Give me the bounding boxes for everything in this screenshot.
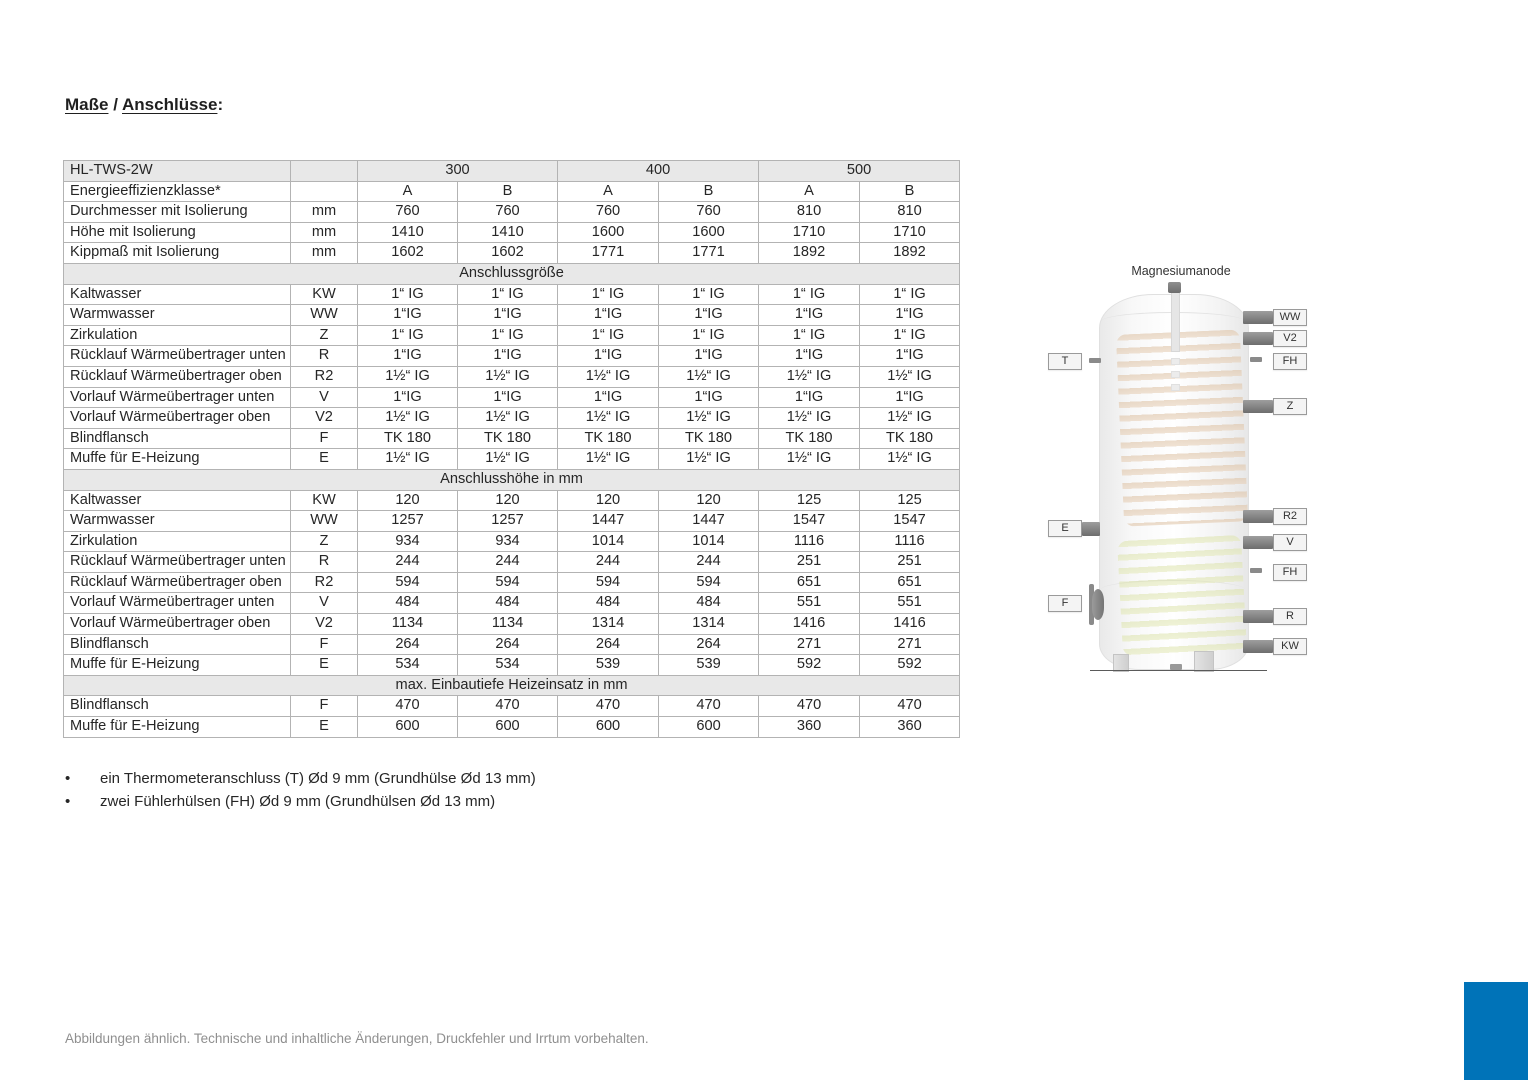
row-label-cell: Kaltwasser	[64, 490, 291, 511]
tag-v2: V2	[1273, 330, 1307, 347]
row-value-cell: 934	[358, 531, 458, 552]
row-value-cell: 1½“ IG	[860, 366, 960, 387]
empty-unit-cell	[291, 181, 358, 202]
tag-fh-upper: FH	[1273, 353, 1307, 370]
class-value-cell: A	[759, 181, 860, 202]
row-value-cell: 760	[659, 202, 759, 223]
row-value-cell: 592	[860, 655, 960, 676]
fh-upper-connection-stub	[1250, 357, 1262, 362]
row-value-cell: 1½“ IG	[558, 449, 659, 470]
row-label-cell: Warmwasser	[64, 511, 291, 532]
row-code-cell: E	[291, 449, 358, 470]
row-code-cell: E	[291, 717, 358, 738]
row-value-cell: 534	[358, 655, 458, 676]
class-value-cell: A	[558, 181, 659, 202]
row-code-cell: mm	[291, 202, 358, 223]
notes-list	[65, 770, 536, 816]
list-item	[65, 770, 536, 787]
row-code-cell: V	[291, 387, 358, 408]
row-value-cell: TK 180	[860, 428, 960, 449]
row-value-cell: 1014	[558, 531, 659, 552]
lower-heat-exchanger-coil	[1117, 535, 1247, 656]
row-label-cell: Durchmesser mit Isolierung	[64, 202, 291, 223]
row-value-cell: 1“IG	[659, 346, 759, 367]
table-row	[64, 243, 960, 264]
row-value-cell: 244	[358, 552, 458, 573]
row-value-cell: 1600	[659, 222, 759, 243]
row-value-cell: 470	[558, 696, 659, 717]
row-value-cell: 1416	[860, 614, 960, 635]
row-label-cell: Rücklauf Wärmeübertrager unten	[64, 552, 291, 573]
row-value-cell: 1½“ IG	[558, 366, 659, 387]
row-value-cell: 539	[659, 655, 759, 676]
row-value-cell: 244	[558, 552, 659, 573]
table-row	[64, 490, 960, 511]
row-value-cell: 760	[558, 202, 659, 223]
row-value-cell: 1½“ IG	[759, 366, 860, 387]
row-value-cell: 934	[458, 531, 558, 552]
row-code-cell: Z	[291, 325, 358, 346]
row-code-cell: E	[291, 655, 358, 676]
row-code-cell: F	[291, 696, 358, 717]
size-header-400: 400	[558, 161, 759, 182]
row-value-cell: 1“IG	[458, 346, 558, 367]
row-code-cell: R	[291, 346, 358, 367]
row-value-cell: 1710	[860, 222, 960, 243]
row-value-cell: 1“IG	[659, 305, 759, 326]
anode-stub	[1168, 282, 1181, 293]
row-value-cell: 470	[759, 696, 860, 717]
tag-t: T	[1048, 353, 1082, 370]
table-row	[64, 614, 960, 635]
section-title: Anschlusshöhe in mm	[64, 469, 960, 490]
row-label-cell: Höhe mit Isolierung	[64, 222, 291, 243]
row-value-cell: 1600	[558, 222, 659, 243]
row-value-cell: 651	[860, 572, 960, 593]
kw-connection-stub	[1243, 640, 1273, 653]
empty-unit-cell	[291, 161, 358, 182]
row-value-cell: 1410	[358, 222, 458, 243]
row-label-cell: Muffe für E-Heizung	[64, 717, 291, 738]
row-value-cell: 551	[759, 593, 860, 614]
row-value-cell: 484	[659, 593, 759, 614]
row-label-cell: Blindflansch	[64, 428, 291, 449]
spec-table	[63, 160, 960, 738]
table-row	[64, 552, 960, 573]
table-row	[64, 387, 960, 408]
note-text: ein Thermometeranschluss (T) Ød 9 mm (Grundhülse Ød 13 mm)	[100, 770, 536, 787]
insert-depth-rows	[64, 696, 960, 737]
row-label-cell: Muffe für E-Heizung	[64, 655, 291, 676]
row-code-cell: mm	[291, 243, 358, 264]
row-value-cell: 1447	[558, 511, 659, 532]
row-value-cell: 600	[659, 717, 759, 738]
table-row	[64, 428, 960, 449]
anode-pipe-segment	[1171, 384, 1180, 391]
class-value-cell: B	[659, 181, 759, 202]
row-value-cell: 360	[759, 717, 860, 738]
row-label-cell: Vorlauf Wärmeübertrager unten	[64, 387, 291, 408]
tank-foot-right	[1194, 651, 1214, 672]
row-value-cell: 264	[358, 634, 458, 655]
row-value-cell: TK 180	[659, 428, 759, 449]
row-value-cell: 470	[358, 696, 458, 717]
row-value-cell: 1“ IG	[458, 325, 558, 346]
row-value-cell: 1892	[759, 243, 860, 264]
tag-ww: WW	[1273, 309, 1307, 326]
row-value-cell: 1½“ IG	[759, 449, 860, 470]
class-value-cell: B	[860, 181, 960, 202]
row-value-cell: 1“ IG	[458, 284, 558, 305]
tag-z: Z	[1273, 398, 1307, 415]
model-name: HL-TWS-2W	[64, 161, 291, 182]
row-value-cell: 534	[458, 655, 558, 676]
row-value-cell: 1“IG	[759, 387, 860, 408]
table-row	[64, 305, 960, 326]
anode-label: Magnesiumanode	[1131, 264, 1231, 278]
row-code-cell: mm	[291, 222, 358, 243]
row-value-cell: 484	[358, 593, 458, 614]
row-value-cell: 1116	[860, 531, 960, 552]
row-value-cell: 551	[860, 593, 960, 614]
table-row	[64, 531, 960, 552]
row-label-cell: Muffe für E-Heizung	[64, 449, 291, 470]
t-connection-stub	[1089, 358, 1101, 363]
row-value-cell: 1“IG	[860, 346, 960, 367]
tag-fh-lower: FH	[1273, 564, 1307, 581]
r2-connection-stub	[1243, 510, 1273, 523]
row-value-cell: 264	[458, 634, 558, 655]
table-row	[64, 655, 960, 676]
row-value-cell: 484	[558, 593, 659, 614]
row-value-cell: 810	[860, 202, 960, 223]
row-value-cell: 470	[659, 696, 759, 717]
row-value-cell: 651	[759, 572, 860, 593]
bullet-icon: •	[65, 770, 71, 787]
row-value-cell: 1½“ IG	[458, 408, 558, 429]
row-value-cell: 1134	[358, 614, 458, 635]
row-value-cell: 1“IG	[358, 346, 458, 367]
row-value-cell: 1½“ IG	[458, 366, 558, 387]
row-value-cell: 1416	[759, 614, 860, 635]
ww-connection-stub	[1243, 311, 1273, 324]
brand-corner-block	[1464, 982, 1528, 1080]
row-label-cell: Vorlauf Wärmeübertrager oben	[64, 408, 291, 429]
row-code-cell: V2	[291, 408, 358, 429]
class-value-cell: A	[358, 181, 458, 202]
model-header-row	[64, 161, 960, 182]
row-value-cell: 1“IG	[659, 387, 759, 408]
row-label-cell: Kaltwasser	[64, 284, 291, 305]
row-value-cell: 1771	[558, 243, 659, 264]
title-colon: :	[217, 95, 224, 114]
note-text: zwei Fühlerhülsen (FH) Ød 9 mm (Grundhülsen Ød 13 mm)	[100, 793, 496, 810]
row-value-cell: 1“IG	[860, 305, 960, 326]
row-value-cell: 1257	[358, 511, 458, 532]
tag-v: V	[1273, 534, 1307, 551]
row-value-cell: 1½“ IG	[558, 408, 659, 429]
connection-size-rows	[64, 284, 960, 469]
row-code-cell: V2	[291, 614, 358, 635]
section-title: Anschlussgröße	[64, 263, 960, 284]
row-value-cell: 600	[458, 717, 558, 738]
row-value-cell: 1“IG	[558, 305, 659, 326]
table-row	[64, 325, 960, 346]
row-value-cell: 594	[458, 572, 558, 593]
row-value-cell: 1“ IG	[558, 284, 659, 305]
row-value-cell: 1602	[358, 243, 458, 264]
row-value-cell: 1116	[759, 531, 860, 552]
row-label-cell: Rücklauf Wärmeübertrager unten	[64, 346, 291, 367]
row-value-cell: 1“IG	[358, 305, 458, 326]
size-header-500: 500	[759, 161, 960, 182]
row-value-cell: 1½“ IG	[659, 408, 759, 429]
row-label-cell: Blindflansch	[64, 696, 291, 717]
anode-pipe-segment	[1171, 371, 1180, 378]
row-code-cell: WW	[291, 511, 358, 532]
row-value-cell: TK 180	[558, 428, 659, 449]
page-title	[65, 95, 223, 115]
row-value-cell: 120	[659, 490, 759, 511]
table-row	[64, 284, 960, 305]
row-value-cell: TK 180	[759, 428, 860, 449]
row-value-cell: 1“ IG	[558, 325, 659, 346]
row-code-cell: F	[291, 428, 358, 449]
flange-disc	[1092, 589, 1104, 620]
row-code-cell: KW	[291, 284, 358, 305]
row-value-cell: 1“IG	[458, 387, 558, 408]
efficiency-class-row	[64, 181, 960, 202]
row-label-cell: Vorlauf Wärmeübertrager oben	[64, 614, 291, 635]
title-anschluesse: Anschlüsse	[122, 95, 218, 114]
v-connection-stub	[1243, 536, 1273, 549]
z-connection-stub	[1243, 400, 1273, 413]
row-value-cell: 271	[759, 634, 860, 655]
row-value-cell: 539	[558, 655, 659, 676]
row-value-cell: 1½“ IG	[759, 408, 860, 429]
row-value-cell: 1134	[458, 614, 558, 635]
row-value-cell: 1½“ IG	[860, 408, 960, 429]
table-row	[64, 593, 960, 614]
section-header-row	[64, 263, 960, 284]
row-value-cell: 120	[358, 490, 458, 511]
row-value-cell: 1“ IG	[860, 325, 960, 346]
ground-line	[1090, 670, 1267, 671]
row-value-cell: 251	[759, 552, 860, 573]
row-value-cell: 1½“ IG	[659, 366, 759, 387]
row-label-cell: Zirkulation	[64, 325, 291, 346]
tag-r: R	[1273, 608, 1307, 625]
row-value-cell: 1014	[659, 531, 759, 552]
row-value-cell: 264	[558, 634, 659, 655]
row-value-cell: 1602	[458, 243, 558, 264]
row-value-cell: 592	[759, 655, 860, 676]
row-value-cell: TK 180	[358, 428, 458, 449]
table-row	[64, 511, 960, 532]
row-code-cell: R2	[291, 572, 358, 593]
section-header-row	[64, 675, 960, 696]
row-value-cell: 1892	[860, 243, 960, 264]
connection-height-rows	[64, 490, 960, 675]
row-value-cell: 594	[358, 572, 458, 593]
dimension-rows	[64, 202, 960, 264]
r-connection-stub	[1243, 610, 1273, 623]
row-value-cell: TK 180	[458, 428, 558, 449]
row-code-cell: R2	[291, 366, 358, 387]
row-code-cell: Z	[291, 531, 358, 552]
row-value-cell: 1547	[759, 511, 860, 532]
table-row	[64, 449, 960, 470]
row-value-cell: 360	[860, 717, 960, 738]
row-value-cell: 1“IG	[860, 387, 960, 408]
tag-kw: KW	[1273, 638, 1307, 655]
row-value-cell: 1“ IG	[759, 325, 860, 346]
row-value-cell: 1½“ IG	[358, 408, 458, 429]
list-item	[65, 793, 536, 810]
row-label-cell: Blindflansch	[64, 634, 291, 655]
row-value-cell: 1“IG	[358, 387, 458, 408]
table-row	[64, 346, 960, 367]
anode-pipe-segment	[1171, 358, 1180, 365]
row-label-cell: Rücklauf Wärmeübertrager oben	[64, 366, 291, 387]
row-value-cell: 760	[458, 202, 558, 223]
tag-f: F	[1048, 595, 1082, 612]
table-row	[64, 366, 960, 387]
table-row	[64, 202, 960, 223]
v2-connection-stub	[1243, 332, 1273, 345]
row-value-cell: 600	[558, 717, 659, 738]
row-value-cell: 760	[358, 202, 458, 223]
row-value-cell: 1½“ IG	[659, 449, 759, 470]
row-value-cell: 125	[860, 490, 960, 511]
row-value-cell: 244	[458, 552, 558, 573]
row-value-cell: 1710	[759, 222, 860, 243]
bullet-icon: •	[65, 793, 71, 810]
class-value-cell: B	[458, 181, 558, 202]
row-label-cell: Energieeffizienzklasse*	[64, 181, 291, 202]
row-value-cell: 484	[458, 593, 558, 614]
row-value-cell: 1“ IG	[759, 284, 860, 305]
row-value-cell: 1“IG	[458, 305, 558, 326]
row-value-cell: 1“ IG	[358, 325, 458, 346]
row-value-cell: 1447	[659, 511, 759, 532]
row-value-cell: 1½“ IG	[358, 449, 458, 470]
row-code-cell: F	[291, 634, 358, 655]
row-value-cell: 1257	[458, 511, 558, 532]
section-header-row	[64, 469, 960, 490]
row-value-cell: 600	[358, 717, 458, 738]
row-value-cell: 470	[458, 696, 558, 717]
table-row	[64, 717, 960, 738]
table-row	[64, 222, 960, 243]
title-masse: Maße	[65, 95, 109, 114]
row-value-cell: 1½“ IG	[358, 366, 458, 387]
table-row	[64, 572, 960, 593]
row-value-cell: 1“IG	[759, 346, 860, 367]
table-row	[64, 634, 960, 655]
row-value-cell: 244	[659, 552, 759, 573]
section-title: max. Einbautiefe Heizeinsatz in mm	[64, 675, 960, 696]
e-connection-stub	[1082, 522, 1100, 536]
row-value-cell: 1“IG	[558, 387, 659, 408]
row-label-cell: Rücklauf Wärmeübertrager oben	[64, 572, 291, 593]
row-value-cell: 1½“ IG	[860, 449, 960, 470]
row-value-cell: 594	[558, 572, 659, 593]
row-value-cell: 810	[759, 202, 860, 223]
tag-e: E	[1048, 520, 1082, 537]
row-code-cell: KW	[291, 490, 358, 511]
row-label-cell: Warmwasser	[64, 305, 291, 326]
row-value-cell: 1“ IG	[358, 284, 458, 305]
row-label-cell: Zirkulation	[64, 531, 291, 552]
row-value-cell: 1410	[458, 222, 558, 243]
table-row	[64, 408, 960, 429]
row-value-cell: 1314	[659, 614, 759, 635]
row-value-cell: 251	[860, 552, 960, 573]
row-value-cell: 1“ IG	[860, 284, 960, 305]
row-value-cell: 1547	[860, 511, 960, 532]
row-label-cell: Kippmaß mit Isolierung	[64, 243, 291, 264]
title-separator: /	[108, 95, 123, 114]
row-value-cell: 1314	[558, 614, 659, 635]
row-value-cell: 120	[558, 490, 659, 511]
row-value-cell: 271	[860, 634, 960, 655]
row-value-cell: 470	[860, 696, 960, 717]
anode-pipe	[1171, 293, 1180, 352]
row-code-cell: R	[291, 552, 358, 573]
row-value-cell: 125	[759, 490, 860, 511]
footer-disclaimer: Abbildungen ähnlich. Technische und inhaltliche Änderungen, Druckfehler und Irrtum vorbehalten.	[65, 1031, 649, 1046]
row-code-cell: WW	[291, 305, 358, 326]
tag-r2: R2	[1273, 508, 1307, 525]
row-code-cell: V	[291, 593, 358, 614]
row-value-cell: 1771	[659, 243, 759, 264]
upper-heat-exchanger-coil	[1116, 329, 1248, 526]
row-value-cell: 1“ IG	[659, 325, 759, 346]
row-value-cell: 1“IG	[558, 346, 659, 367]
size-header-300: 300	[358, 161, 558, 182]
row-value-cell: 264	[659, 634, 759, 655]
row-value-cell: 594	[659, 572, 759, 593]
row-value-cell: 1“IG	[759, 305, 860, 326]
row-label-cell: Vorlauf Wärmeübertrager unten	[64, 593, 291, 614]
row-value-cell: 1½“ IG	[458, 449, 558, 470]
row-value-cell: 120	[458, 490, 558, 511]
table-row	[64, 696, 960, 717]
row-value-cell: 1“ IG	[659, 284, 759, 305]
fh-lower-connection-stub	[1250, 568, 1262, 573]
